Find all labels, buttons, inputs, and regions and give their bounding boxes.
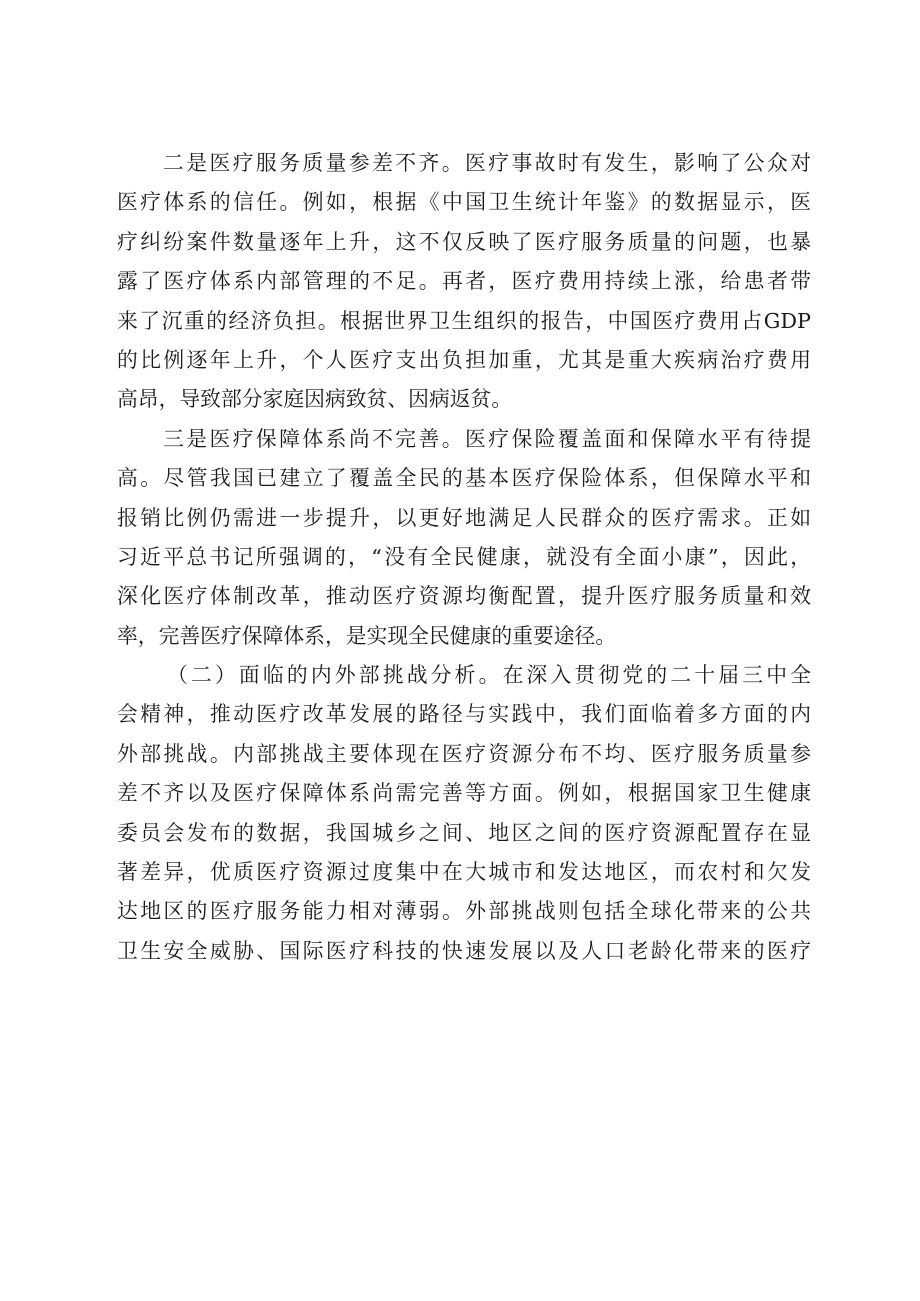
- paragraph-line: 高。尽管我国已建立了覆盖全民的基本医疗保险体系，但保障水平和: [117, 466, 811, 491]
- paragraph-line: 率，完善医疗保障体系，是实现全民健康的重要途径。: [117, 623, 617, 648]
- paragraph-line: 达地区的医疗服务能力相对薄弱。外部挑战则包括全球化带来的公共: [117, 899, 811, 924]
- paragraph-line: 的比例逐年上升，个人医疗支出负担加重，尤其是重大疾病治疗费用: [117, 347, 811, 372]
- paragraph-line: 露了医疗体系内部管理的不足。再者，医疗费用持续上涨，给患者带: [117, 269, 811, 294]
- paragraph-line: 外部挑战。内部挑战主要体现在医疗资源分布不均、医疗服务质量参: [117, 741, 811, 766]
- paragraph-line: 疗纠纷案件数量逐年上升，这不仅反映了医疗服务质量的问题，也暴: [117, 229, 811, 254]
- document-body: [117, 144, 811, 971]
- paragraph-line: 著差异，优质医疗资源过度集中在大城市和发达地区，而农村和欠发: [117, 860, 811, 885]
- paragraph-line: 差不齐以及医疗保障体系尚需完善等方面。例如，根据国家卫生健康: [117, 781, 811, 806]
- section-heading-line: （二）面临的内外部挑战分析。在深入贯彻党的二十届三中全: [167, 663, 811, 688]
- paragraph-line: 委员会发布的数据，我国城乡之间、地区之间的医疗资源配置存在显: [117, 820, 811, 845]
- paragraph-line: 三是医疗保障体系尚不完善。医疗保险覆盖面和保障水平有待提: [163, 426, 811, 451]
- paragraph-line: 来了沉重的经济负担。根据世界卫生组织的报告，中国医疗费用占GDP: [117, 308, 811, 333]
- paragraph-line: 高昂，导致部分家庭因病致贫、因病返贫。: [117, 387, 513, 412]
- paragraph-line: 医疗体系的信任。例如，根据《中国卫生统计年鉴》的数据显示，医: [117, 190, 811, 215]
- paragraph-line: 卫生安全威胁、国际医疗科技的快速发展以及人口老龄化带来的医疗: [117, 938, 811, 963]
- paragraph-line: 会精神，推动医疗改革发展的路径与实践中，我们面临着多方面的内: [117, 702, 811, 727]
- paragraph-line: 习近平总书记所强调的，“没有全民健康，就没有全面小康”，因此，: [117, 544, 811, 569]
- paragraph-line: 深化医疗体制改革，推动医疗资源均衡配置，提升医疗服务质量和效: [117, 584, 811, 609]
- paragraph-line: 报销比例仍需进一步提升，以更好地满足人民群众的医疗需求。正如: [117, 505, 811, 530]
- paragraph-line: 二是医疗服务质量参差不齐。医疗事故时有发生，影响了公众对: [163, 151, 811, 175]
